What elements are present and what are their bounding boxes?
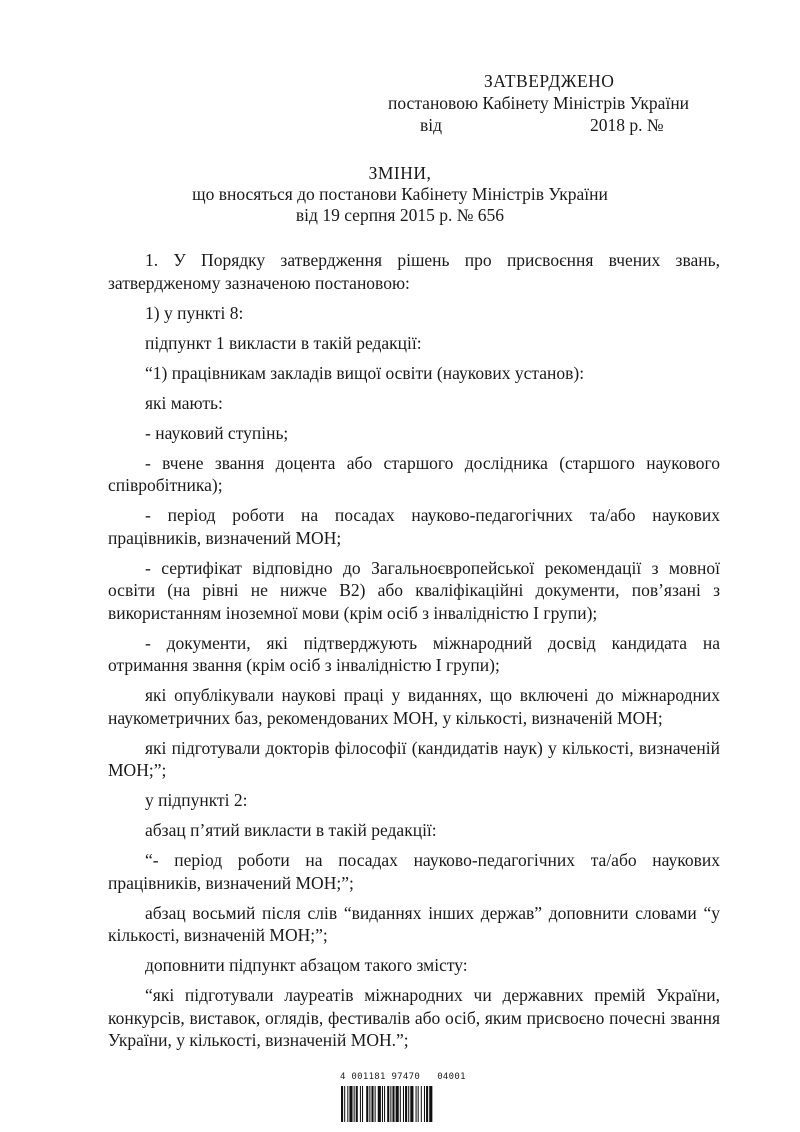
- approval-line: постановою Кабінету Міністрів України: [388, 93, 690, 113]
- paragraph: 1) у пункті 8:: [145, 302, 244, 323]
- barcode-bar: [390, 1086, 391, 1122]
- paragraph: які підготували докторів філософії (кандидатів наук) у кількості, визначеній МОН;”;: [108, 737, 720, 780]
- approval-stamp: [388, 70, 728, 136]
- barcode-bar: [356, 1086, 358, 1122]
- paragraph: підпункт 1 викласти в такій редакції:: [145, 332, 422, 353]
- paragraph: які мають:: [145, 392, 223, 413]
- barcode-bar: [341, 1086, 343, 1122]
- paragraph: абзац п’ятий викласти в такій редакції:: [145, 820, 437, 840]
- barcode-bar: [405, 1086, 407, 1122]
- barcode-bar: [354, 1086, 355, 1122]
- paragraph: - період роботи на посадах науково-педагогічних та/або наукових працівників, визначений МОН;: [108, 505, 720, 548]
- document-subtitle-1: що вносяться до постанови Кабінету Міністрів України: [192, 184, 608, 204]
- barcode-bar: [429, 1086, 432, 1122]
- approval-date-year: 2018 р. №: [590, 115, 664, 135]
- approval-date-from: від: [420, 115, 443, 135]
- paragraph: - вчене звання доцента або старшого дослідника (старшого наукового співробітника);: [108, 452, 720, 495]
- barcode-bar: [418, 1086, 419, 1122]
- barcode-bar: [362, 1086, 363, 1122]
- barcode-bar: [408, 1086, 409, 1122]
- paragraph: - науковий ступінь;: [145, 422, 289, 443]
- barcode-bar: [410, 1086, 413, 1122]
- barcode-bar: [403, 1086, 404, 1122]
- barcode-bars: [340, 1086, 466, 1122]
- barcode-bar: [375, 1086, 376, 1122]
- barcode: [340, 1072, 468, 1122]
- barcode-bar: [360, 1086, 361, 1122]
- barcode-bar: [344, 1086, 345, 1122]
- paragraph: які опублікували наукові праці у виданнях, що включені до міжнародних наукометричних баз, рекомендованих МОН, у кількості, визначеній МОН;: [108, 685, 720, 728]
- barcode-bar: [421, 1086, 422, 1122]
- paragraph: “- період роботи на посадах науково-педагогічних та/або наукових працівників, визначений МОН;”;: [108, 850, 720, 893]
- barcode-bar: [382, 1086, 383, 1122]
- barcode-bar: [416, 1086, 417, 1122]
- barcode-bar: [424, 1086, 425, 1122]
- barcode-bar: [400, 1086, 401, 1122]
- document-body: [108, 249, 720, 1059]
- paragraph: доповнити підпункт абзацом такого змісту:: [145, 955, 468, 975]
- approval-title: ЗАТВЕРДЖЕНО: [484, 71, 615, 91]
- barcode-bar: [347, 1086, 348, 1122]
- paragraph: абзац восьмий після слів “виданнях інших держав” доповнити словами “у кількості, визначеній МОН;”;: [108, 902, 720, 945]
- document-title: ЗМІНИ,: [368, 163, 432, 183]
- barcode-bar: [371, 1086, 373, 1122]
- barcode-bar: [426, 1086, 428, 1122]
- barcode-bar: [387, 1086, 389, 1122]
- paragraph: 1. У Порядку затвердження рішень про присвоєння вчених звань, затвердженому зазначеною постановою:: [108, 250, 720, 293]
- barcode-bar: [396, 1086, 399, 1122]
- document-heading: [80, 163, 720, 226]
- barcode-bar: [378, 1086, 381, 1122]
- barcode-bar: [366, 1086, 368, 1122]
- paragraph: у підпункті 2:: [145, 790, 248, 810]
- paragraph: “які підготували лауреатів міжнародних чи державних премій України, конкурсів, виставок, оглядів, фестивалів або осіб, яким присвоєно почесні звання України, у кількості, визначеній МОН.”;: [108, 985, 720, 1050]
- barcode-bar: [369, 1086, 370, 1122]
- barcode-bar: [392, 1086, 394, 1122]
- paragraph: - сертифікат відповідно до Загальноєвропейської рекомендації з мовної освіти (на рівні не нижче В2) або кваліфікаційні документи, пов’язані з використанням іноземної мови (крім осіб з інвалідністю І групи);: [108, 557, 720, 623]
- paragraph: - документи, які підтверджують міжнародний досвід кандидата на отримання звання (крім осіб з інвалідністю І групи);: [108, 632, 720, 675]
- paragraph: “1) працівникам закладів вищої освіти (наукових установ):: [145, 362, 585, 383]
- approval-date-line: [388, 114, 728, 136]
- barcode-digits: 4 001181 97470 04001: [340, 1072, 466, 1082]
- barcode-bar: [349, 1086, 352, 1122]
- document-subtitle-2: від 19 серпня 2015 р. № 656: [295, 205, 505, 225]
- barcode-bar: [384, 1086, 385, 1122]
